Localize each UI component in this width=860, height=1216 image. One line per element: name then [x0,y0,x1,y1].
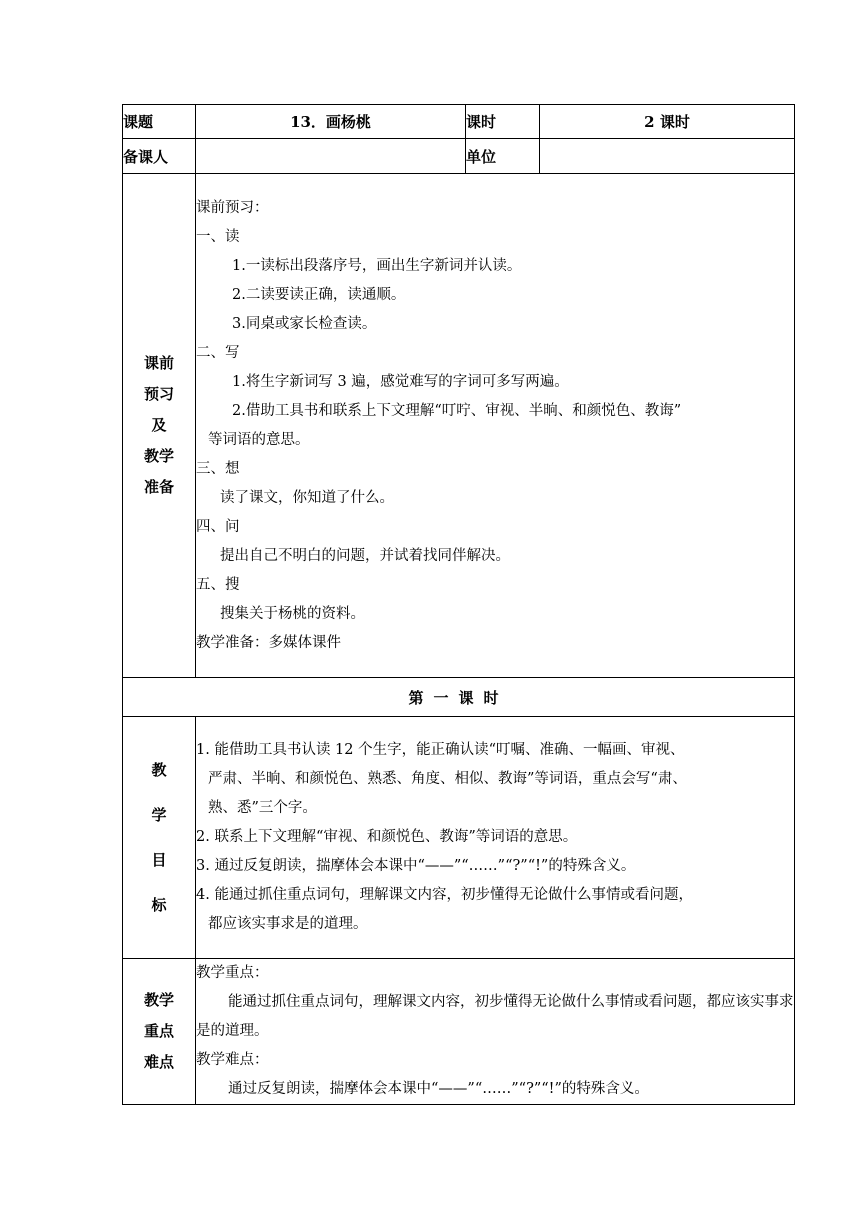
key-text: 能通过抓住重点词句，理解课文内容，初步懂得无论做什么事情或看问题，都应该实事求是的道理。 [196,994,794,1039]
goal-3: 3. 通过反复朗读，揣摩体会本课中“——”“……”“?”“!”的特殊含义。 [196,858,636,874]
first-lesson-title: 第一课时 [123,678,795,717]
hours-label: 课时 [466,105,540,139]
key-title: 教学重点： [196,965,269,981]
read-item-2: 2.二读要读正确，读通顺。 [232,286,406,303]
unit-label: 单位 [466,139,540,174]
preparer-value [196,139,466,174]
keypoints-label: 教学 重点 难点 [123,959,196,1105]
hours-value: 2 课时 [540,105,795,139]
prep-sec-ask: 四、问 [196,518,240,535]
write-item-2b: 等词语的意思。 [208,431,310,448]
prep-content [196,174,795,678]
write-item-1: 1.将生字新词写 3 遍，感觉难写的字词可多写两遍。 [232,373,569,390]
goals-row [123,717,795,959]
lesson-plan-table [122,104,795,1105]
read-item-1: 1.一读标出段落序号，画出生字新词并认读。 [232,257,522,274]
first-lesson-row [123,678,795,717]
unit-value [540,139,795,174]
prep-sec-read: 一、读 [196,228,240,245]
goal-4a: 4. 能通过抓住重点词句，理解课文内容，初步懂得无论做什么事情或看问题， [196,887,693,903]
goal-1a: 1. 能借助工具书认读 12 个生字，能正确认读“叮嘱、准确、一幅画、审视、 [196,742,685,758]
prep-label: 课前 预习 及 教学 准备 [123,174,196,678]
prep-intro: 课前预习： [196,199,269,216]
prep-sec-think: 三、想 [196,460,240,477]
topic-value: 13．画杨桃 [196,105,466,139]
preparer-label: 备课人 [123,139,196,174]
difficulty-text: 通过反复朗读，揣摩体会本课中“——”“……”“?”“!”的特殊含义。 [228,1081,649,1097]
goal-1c: 熟、悉”三个字。 [208,800,317,816]
keypoints-content [196,959,795,1105]
goal-4b: 都应该实事求是的道理。 [208,916,368,932]
topic-label: 课题 [123,105,196,139]
difficulty-title: 教学难点： [196,1052,269,1068]
goals-label: 教 学 目 标 [123,717,196,959]
goals-content [196,717,795,959]
prep-materials: 教学准备：多媒体课件 [196,634,341,651]
prep-row [123,174,795,678]
goal-1b: 严肃、半晌、和颜悦色、熟悉、角度、相似、教诲”等词语，重点会写“肃、 [208,771,687,787]
search-item-1: 搜集关于杨桃的资料。 [220,605,365,622]
keypoints-row [123,959,795,1105]
header-row-topic [123,105,795,139]
read-item-3: 3.同桌或家长检查读。 [232,315,377,332]
think-item-1: 读了课文，你知道了什么。 [220,489,394,506]
header-row-preparer [123,139,795,174]
ask-item-1: 提出自己不明白的问题，并试着找同伴解决。 [220,547,510,564]
prep-sec-search: 五、搜 [196,576,240,593]
prep-sec-write: 二、写 [196,344,240,361]
write-item-2a: 2.借助工具书和联系上下文理解“叮咛、审视、半晌、和颜悦色、教诲” [232,402,682,419]
goal-2: 2. 联系上下文理解“审视、和颜悦色、教诲”等词语的意思。 [196,829,578,845]
